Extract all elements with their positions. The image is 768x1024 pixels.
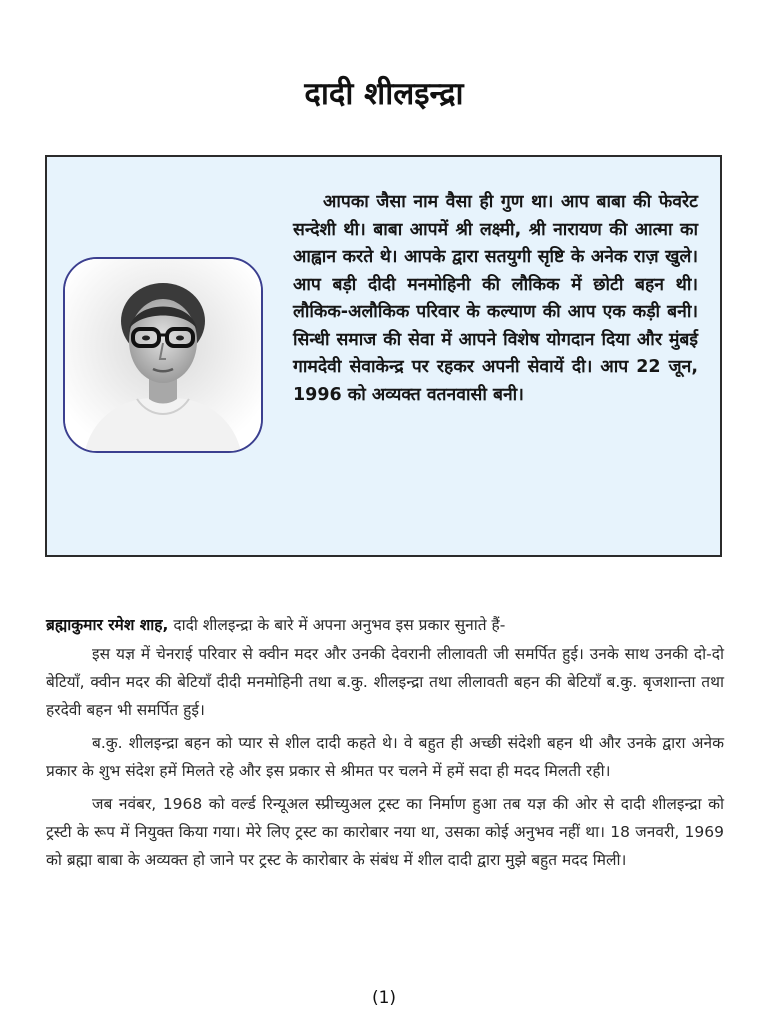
biography-box bbox=[45, 155, 722, 557]
portrait-photo bbox=[65, 259, 261, 451]
biography-text: आपका जैसा नाम वैसा ही गुण था। आप बाबा की फेवरेट सन्देशी थी। बाबा आपमें श्री लक्ष्मी, श्री नारायण की आत्मा का आह्वान करते थे। आपके द्वारा सतयुगी सृष्टि के अनेक राज़ खुले। आप बड़ी दीदी मनमोहिनी की लौकिक में छोटी बहन थी। लौकिक-अलौकिक परिवार के कल्याण की आप एक कड़ी बनी। सिन्धी समाज की सेवा में आपने विशेष योगदान दिया और मुंबई गामदेवी सेवाकेन्द्र पर रहकर अपनी सेवायें दी। आप 22 जून, 1996 को अव्यक्त वतनवासी बनी। bbox=[293, 192, 698, 405]
article-body bbox=[46, 611, 724, 879]
intro-text: दादी शीलइन्द्रा के बारे में अपना अनुभव इस प्रकार सुनाते हैं- bbox=[168, 616, 506, 634]
intro-line bbox=[46, 611, 724, 639]
paragraph: जब नवंबर, 1968 को वर्ल्ड रिन्यूअल स्प्रीच्युअल ट्रस्ट का निर्माण हुआ तब यज्ञ की ओर से दादी शीलइन्द्रा को ट्रस्टी के रूप में नियुक्त किया गया। मेरे लिए ट्रस्ट का कारोबार नया था, उसका कोई अनुभव नहीं था। 18 जनवरी, 1969 को ब्रह्मा बाबा के अव्यक्त हो जाने पर ट्रस्ट के कारोबार के संबंध में शील दादी द्वारा मुझे बहुत मदद मिली। bbox=[46, 795, 724, 869]
paragraph: ब.कु. शीलइन्द्रा बहन को प्यार से शील दादी कहते थे। वे बहुत ही अच्छी संदेशी बहन थी और उनके द्वारा अनेक प्रकार के शुभ संदेश हमें मिलते रहे और इस प्रकार से श्रीमत पर चलने में हमें सदा ही मदद मिलती रही। bbox=[46, 734, 724, 780]
portrait-frame bbox=[63, 257, 263, 453]
page-title: दादी शीलइन्द्रा bbox=[304, 76, 464, 112]
speaker-name: ब्रह्माकुमार रमेश शाह, bbox=[46, 616, 169, 634]
paragraph: इस यज्ञ में चेनराई परिवार से क्वीन मदर और उनकी देवरानी लीलावती जी समर्पित हुई। उनके साथ उनकी दो-दो बेटियाँ, क्वीन मदर की बेटियाँ दीदी मनमोहिनी तथा ब.कु. शीलइन्द्रा तथा लीलावती बहन की बेटियाँ ब.कु. बृजशान्ता तथा हरदेवी बहन भी समर्पित हुई। bbox=[46, 645, 724, 719]
page-number: (1) bbox=[371, 988, 397, 1008]
